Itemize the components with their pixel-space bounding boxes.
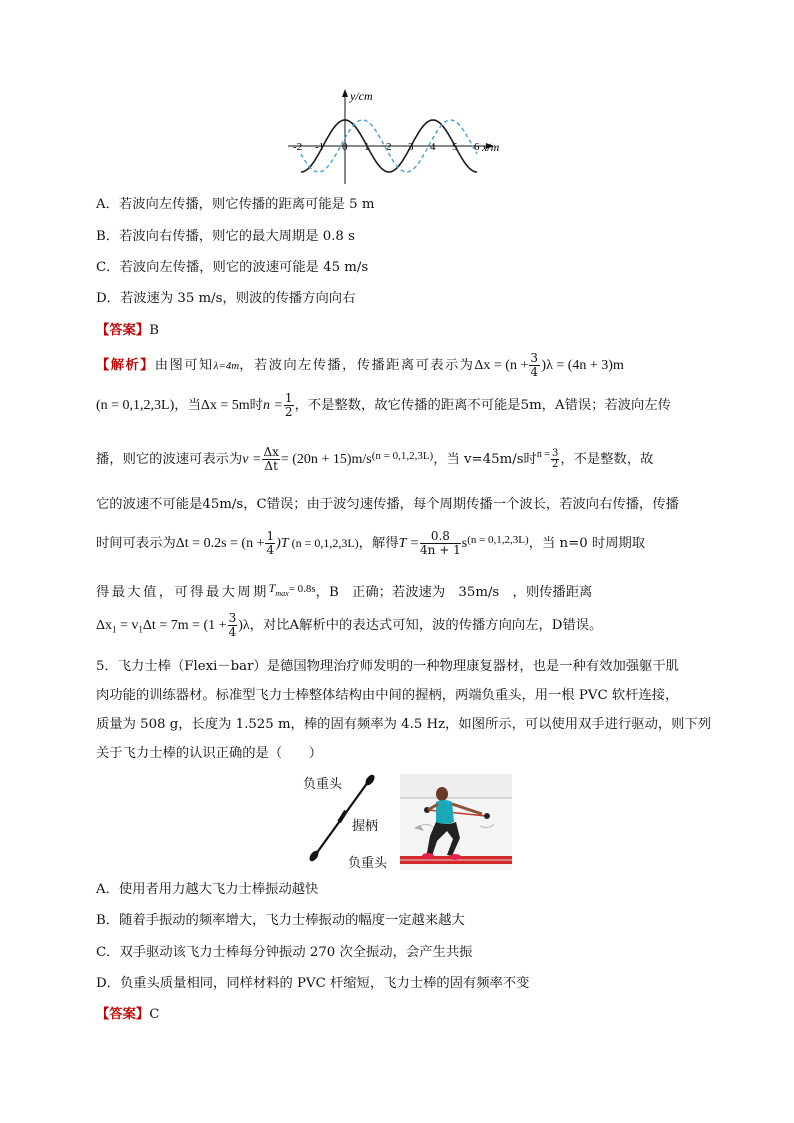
analysis-line-7: $\Delta x_1 = v_1\Delta t = 7m = (1$ + $\frac{3}{4}$ )λ，对比A解析中的表达式可知，波的传播方向向左，D错误。 (96, 611, 603, 639)
analysis-line-5: 时间可表示为Δt = 0.2s = (n + $\frac{1}{4}$ )T (n = 0,1,2,3L)，解得T = $\frac{0.8}{4n + 1}$ $s^{(n = 0,1,2,3L)}$，当 n=0 时周期取 (96, 529, 646, 557)
tick-label: 2 (386, 141, 392, 153)
analysis-line-4: 它的波速不可能是45m/s，C错误；由于波匀速传播，每个周期传播一个波长，若波向右传播，传播 (96, 497, 679, 512)
answer-value: C (149, 1007, 160, 1022)
q5-option-d: D．负重头质量相同，同样材料的 PVC 杆缩短，飞力士棒的固有频率不变 (96, 976, 530, 991)
q4-option-c: C．若波向左传播，则它的波速可能是 45 m/s (96, 260, 369, 275)
q5-stem-line-2: 肉功能的训练器材。标准型飞力士棒整体结构由中间的握柄，两端负重头，用一根 PVC 软杆连接， (96, 688, 679, 703)
q4-option-a: A．若波向左传播，则它传播的距离可能是 5 m (96, 197, 375, 212)
analysis-line-2: (n = 0,1,2,3L)，当Δx = 5m时n = $\frac{1}{2}$ ，不是整数，故它传播的距离不可能是5m，A错误；若波向左传 (96, 391, 671, 419)
tick-label: 5 (452, 141, 458, 153)
tick-label: -1 (315, 141, 325, 153)
analysis-tag: 【解析】 (96, 358, 155, 373)
analysis-line-6: 得最大值，可得最大周期Tmax$^{= 0.8s}$，B 正确；若波速为 35m/s ，则传播距离 (96, 581, 593, 600)
tick-label: 4 (430, 141, 436, 153)
q5-option-a: A．使用者用力越大飞力士棒振动越快 (96, 882, 319, 897)
q5-option-c: C．双手驱动该飞力士棒每分钟振动 270 次全振动，会产生共振 (96, 945, 473, 960)
q5-option-b: B．随着手振动的频率增大，飞力士棒振动的幅度一定越来越大 (96, 913, 465, 928)
answer-tag: 【答案】 (96, 323, 150, 338)
tick-label: -2 (293, 141, 303, 153)
answer-value: B (149, 323, 159, 338)
q4-option-b: B．若波向右传播，则它的最大周期是 0.8 s (96, 229, 355, 244)
wave-graph (282, 86, 512, 186)
tick-label: 6 (474, 141, 480, 153)
q4-answer (96, 322, 159, 340)
q5-stem-line-1: 5．飞力士棒（Flexi－bar）是德国物理治疗师发明的一种物理康复器材，也是一种有效加强躯干肌 (96, 659, 679, 674)
answer-tag: 【答案】 (96, 1007, 150, 1022)
q4-option-d: D．若波速为 35 m/s，则波的传播方向向右 (96, 291, 356, 306)
label-grip: 握柄 (352, 819, 379, 834)
tick-label: 1 (364, 141, 370, 153)
q5-answer (96, 1006, 159, 1024)
tick-label: 3 (408, 141, 414, 153)
label-weight-bottom: 负重头 (348, 856, 388, 871)
analysis-line-3: 播，则它的波速可表示为v = $\frac{\Delta x}{\Delta t}$ = $(20n + 15)m/s^{(n = 0,1,2,3L)}$，当 v=45m/s时$^{n =}$ $\frac{3}{2}$ ，不是整数，故 (96, 445, 654, 473)
analysis-line-1: 【解析】由图可知λ=4m，若波向左传播，传播距离可表示为Δx = (n + $\frac{3}{4}$ )λ = (4n + 3)m (96, 351, 624, 379)
label-weight-top: 负重头 (303, 777, 343, 792)
y-axis-label: y/cm (350, 89, 373, 103)
tick-label: 0 (342, 141, 348, 153)
q5-stem-line-4: 关于飞力士棒的认识正确的是（ ） (96, 746, 323, 761)
q5-stem-line-3: 质量为 508 g，长度为 1.525 m，棒的固有频率为 4.5 Hz，如图所示，可以使用双手进行驱动，则下列 (96, 717, 712, 732)
athlete-photo (400, 774, 512, 870)
x-axis-label: x/m (482, 140, 500, 154)
grip-mark (339, 811, 346, 822)
